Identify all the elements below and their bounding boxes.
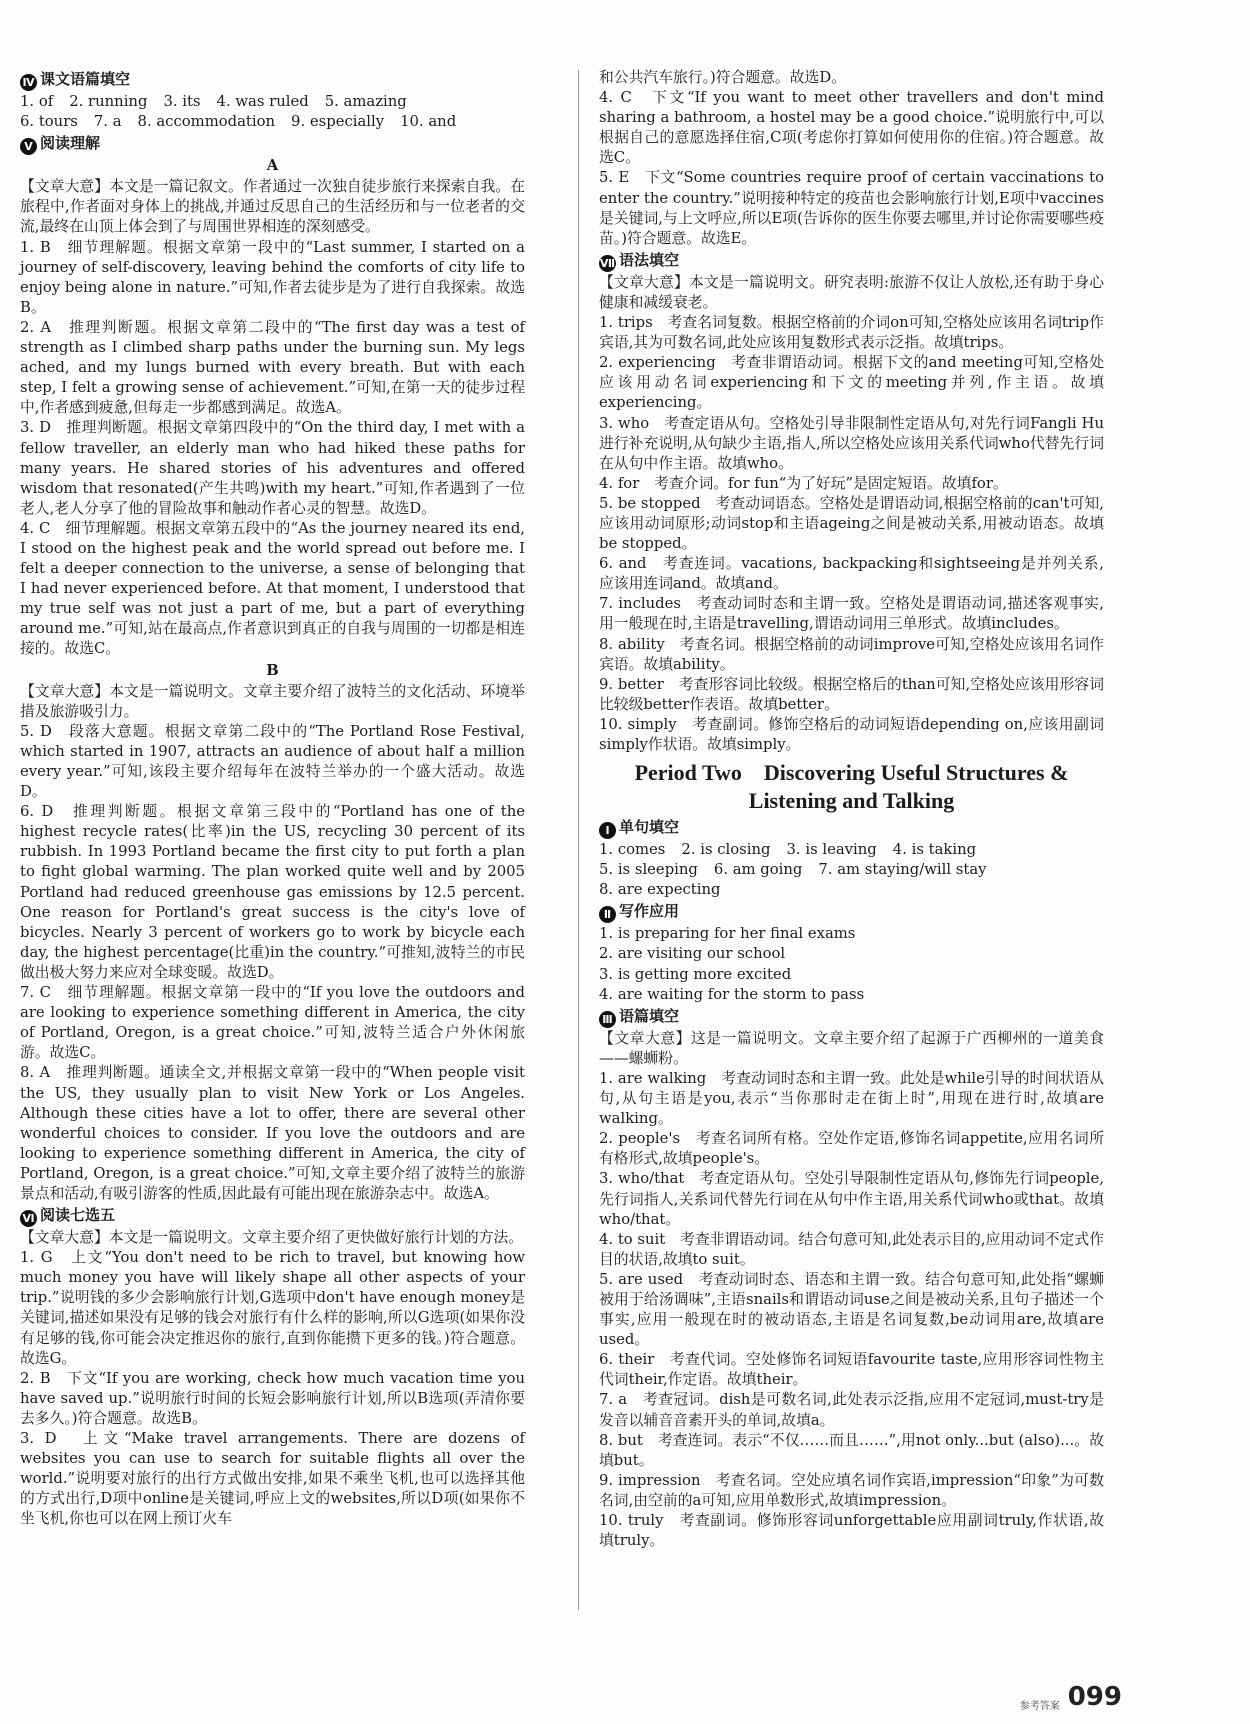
answer-item: 8. A 推理判断题。通读全文,并根据文章第一段中的“When people visit the US, they usually plan to visit New York or Los Angeles. Although these cities have a lot to offer, there are several other wonderful choices to consider. If you love the outdoors and are looking to experience something different in America, the city of Portland, Oregon, is a great choice.”可知,文章主要介绍了波特兰的旅游景点和活动,有吸引游客的性质,因此最有可能出现在旅游杂志中。故选A。 bbox=[20, 1064, 525, 1202]
period-title: Period Two Discovering Useful Structures & Listening and Talking bbox=[634, 760, 1069, 814]
answer-item: 3. D 推理判断题。根据文章第四段中的“On the third day, I met with a fellow traveller, an elderly man who had hiked these paths for many years. He shared stories of his adventures and offered wisdom that resonated(产生共鸣)with my heart.”可知,作者遇到了一位老人,老人分享了他的冒险故事和触动作者心灵的智慧。故选D。 bbox=[20, 419, 525, 517]
answer-item: 7. a 考查冠词。dish是可数名词,此处表示泛指,应用不定冠词,must-try是发音以辅音音素开头的单词,故填a。 bbox=[599, 1391, 1104, 1429]
answer-item: 6. D 推理判断题。根据文章第三段中的“Portland has one of the highest recycle rates(比率)in the US, recycling 30 percent of its rubbish. In 1993 Portland became the first city to put forth a plan to fight global warming. The plan worked quite well and by 2005 Portland had reduced greenhouse gas emissions by 12.5 percent. One reason for Portland's great success is the city's love of bicycles. Nearly 3 percent of workers go to work by bicycle each day, the highest percentage(比重)in the country.”可推知,波特兰的市民做出极大努力来应对全球变暖。故选D。 bbox=[20, 803, 525, 981]
answer-item: 2. people's 考查名词所有格。空处作定语,修饰名词appetite,应用名词所有格形式,故填people's。 bbox=[599, 1130, 1104, 1168]
summary: 【文章大意】这是一篇说明文。文章主要介绍了起源于广西柳州的一道美食——螺蛳粉。 bbox=[599, 1029, 1104, 1067]
section-number-badge: Ⅶ bbox=[599, 256, 616, 270]
answer-item: 4. to suit 考查非谓语动词。结合句意可知,此处表示目的,应用动词不定式作目的状语,故填to suit。 bbox=[599, 1230, 1104, 1268]
answer-item: 10. truly 考查副词。修饰形容词unforgettable应用副词truly,作状语,故填truly。 bbox=[599, 1512, 1104, 1550]
answer-item: 5. be stopped 考查动词语态。空格处是谓语动词,根据空格前的can't可知,应该用动词原形;动词stop和主语ageing之间是被动关系,用被动语态。故填be stopped。 bbox=[599, 494, 1104, 553]
page-footer bbox=[1020, 1682, 1122, 1712]
answer-item: 4. are waiting for the storm to pass bbox=[599, 985, 865, 1003]
answer-item: 6. their 考查代词。空处修饰名词短语favourite taste,应用形容词性物主代词their,作定语。故填their。 bbox=[599, 1351, 1104, 1389]
summary: 【文章大意】本文是一篇说明文。文章主要介绍了更快做好旅行计划的方法。 bbox=[20, 1229, 524, 1247]
answer-row: 5. is sleeping 6. am going 7. am staying/will stay bbox=[599, 861, 987, 879]
answer-item: 10. simply 考查副词。修饰空格后的动词短语depending on,应该用副词simply作状语。故填simply。 bbox=[599, 715, 1104, 753]
answer-item: 2. A 推理判断题。根据文章第二段中的“The first day was a test of strength as I climbed sharp paths under the burning sun. My legs ached, and my lungs burned with every breath. But with each step, I felt a growing sense of achievement.”可知,在第一天的徒步过程中,作者感到疲惫,但每走一步都感到满足。故选A。 bbox=[20, 318, 525, 417]
section-heading-text-fill: Ⅳ 课文语篇填空 bbox=[20, 69, 525, 91]
passage-label-b: B bbox=[266, 661, 279, 679]
answer-item: 1. are walking 考查动词时态和主谓一致。此处是while引导的时间状语从句,从句主语是you,表示“当你那时走在街上时”,用现在进行时,故填are walking。 bbox=[599, 1069, 1104, 1128]
answer-item: 3. who/that 考查定语从句。空处引导限制性定语从句,修饰先行词people,先行词指人,关系词代替先行词在从句中作主语,用关系代词who或that。故填who/that。 bbox=[599, 1170, 1104, 1228]
answer-item: 1. B 细节理解题。根据文章第一段中的“Last summer, I started on a journey of self-discovery, leaving behind the comforts of city life to enjoy being alone in nature.”可知,作者去徒步是为了进行自我探索。故选B。 bbox=[20, 238, 525, 316]
answer-row: 8. are expecting bbox=[599, 881, 721, 899]
answer-item: 5. E 下文“Some countries require proof of certain vaccinations to enter the country.”说明接种特定的疫苗也会影响旅行计划,E项中vaccines是关键词,与上文呼应,所以E项(告诉你的医生你要去哪里,并讨论你需要哪些疫苗。)符合题意。故选E。 bbox=[599, 169, 1104, 247]
answer-item: 1. trips 考查名词复数。根据空格前的介词on可知,空格处应该用名词trip作宾语,其为可数名词,此处应该用复数形式表示泛指。故填trips。 bbox=[599, 314, 1104, 352]
answer-item: 2. B 下文“If you are working, check how much vacation time you have saved up.”说明旅行时间的长短会影响旅行计划,所以B选项(弄清你要去多久。)符合题意。故选B。 bbox=[20, 1369, 525, 1427]
answer-item: 2. are visiting our school bbox=[599, 945, 786, 963]
section-heading-grammar: Ⅶ 语法填空 bbox=[599, 250, 680, 270]
footer-label: 参考答案 bbox=[1019, 1701, 1060, 1712]
section-heading-seven-choose-five: Ⅵ 阅读七选五 bbox=[20, 1205, 525, 1227]
answer-item: 4. C 细节理解题。根据文章第五段中的“As the journey neared its end, I stood on the highest peak and the world spread out before me. I felt a deeper connection to the universe, a sense of belonging that I had never experienced before. At that moment, I understood that my true self was not just a part of me, but a part of everything around me.”可知,站在最高点,作者意识到真正的自我与周围的一切都是相连接的。故选C。 bbox=[20, 519, 525, 658]
answer-item: 8. ability 考查名词。根据空格前的动词improve可知,空格处应该用名词作宾语。故填ability。 bbox=[599, 635, 1104, 673]
answer-item: 和公共汽车旅行。)符合题意。故选D。 bbox=[599, 69, 846, 86]
right-column bbox=[599, 68, 1104, 1551]
summary: 【文章大意】本文是一篇说明文。文章主要介绍了波特兰的文化活动、环境举措及旅游吸引力。 bbox=[20, 682, 525, 720]
answer-item: 5. D 段落大意题。根据文章第二段中的“The Portland Rose Festival, which started in 1907, attracts an audience of about half a million every year.”可知,该段主要介绍每年在波特兰举办的一个盛大活动。故选D。 bbox=[20, 722, 525, 801]
answer-item: 4. C 下文“If you want to meet other travellers and don't mind sharing a bathroom, a hostel may be a good choice.”说明旅行中,可以根据自己的意愿选择住宿,C项(考虑你打算如何使用你的住宿。)符合题意。故选C。 bbox=[599, 89, 1104, 167]
answer-item: 7. includes 考查动词时态和主谓一致。空格处是谓语动词,描述客观事实,用一般现在时,主语是travelling,谓语动词用三单形式。故填includes。 bbox=[599, 595, 1104, 633]
section-heading-passage-fill: Ⅲ 语篇填空 bbox=[599, 1006, 1104, 1028]
passage-label-a: A bbox=[266, 157, 279, 175]
answer-item: 1. is preparing for her final exams bbox=[599, 925, 856, 943]
column-divider bbox=[578, 70, 579, 1610]
section-heading-single-sentence: Ⅰ 单句填空 bbox=[599, 817, 1104, 839]
answer-item: 5. are used 考查动词时态、语态和主谓一致。结合句意可知,此处指“螺蛳被用于给汤调味”,主语snails和谓语动词use之间是被动关系,且句子描述一个事实,应用一般现在时的被动语态,主语是名词复数,be动词用are,故填are used。 bbox=[599, 1270, 1104, 1349]
answer-item: 2. experiencing 考查非谓语动词。根据下文的and meeting可知,空格处应该用动名词experiencing和下文的meeting并列,作主语。故填experiencing。 bbox=[599, 354, 1104, 412]
answer-item: 6. and 考查连词。vacations, backpacking和sightseeing是并列关系,应该用连词and。故填and。 bbox=[599, 555, 1104, 593]
section-number-badge: Ⅵ bbox=[20, 1210, 37, 1227]
section-number-badge: Ⅴ bbox=[20, 138, 37, 155]
section-heading-reading: Ⅴ 阅读理解 bbox=[20, 133, 525, 155]
section-heading-writing: Ⅱ 写作应用 bbox=[599, 901, 1104, 923]
left-column bbox=[20, 68, 525, 1529]
answer-item: 3. D 上文“Make travel arrangements. There are dozens of websites you can use to search for suitable flights all over the world.”说明要对旅行的出行方式做出安排,如果不乘坐飞机,也可以选择其他的方式出行,D项中online是关键词,呼应上文的websites,所以D项(如果你不坐飞机,你也可以在网上预订火车 bbox=[20, 1430, 525, 1528]
answer-item: 1. G 上文“You don't need to be rich to travel, but knowing how much money you have will likely shape all other aspects of your trip.”说明钱的多少会影响旅行计划,G选项中don't have enough money是关键词,描述如果没有足够的钱会对旅行有什么样的影响,所以G选项(如果你没有足够的钱,你可能会决定推迟你的旅行,直到你能攒下更多的钱。)符合题意。故选G。 bbox=[20, 1249, 525, 1367]
answer-item: 9. impression 考查名词。空处应填名词作宾语,impression“印象”为可数名词,由空前的a可知,应用单数形式,故填impression。 bbox=[599, 1471, 1104, 1509]
page-number: 099 bbox=[1067, 1682, 1122, 1712]
answer-item: 8. but 考查连词。表示“不仅……而且……”,用not only...but (also)...。故填but。 bbox=[599, 1431, 1104, 1469]
section-number-badge: Ⅳ bbox=[20, 74, 37, 91]
summary: 【文章大意】本文是一篇记叙文。作者通过一次独自徒步旅行来探索自我。在旅程中,作者面对身体上的挑战,并通过反思自己的生活经历和与一位老者的交流,最终在山顶上体会到了与周围世界相连的深刻感受。 bbox=[20, 178, 525, 236]
answer-item: 4. for 考查介词。for fun“为了好玩”是固定短语。故填for。 bbox=[599, 474, 1008, 492]
answer-row: 1. comes 2. is closing 3. is leaving 4. is taking bbox=[599, 841, 977, 859]
section-number-badge: Ⅲ bbox=[599, 1011, 616, 1028]
summary: 【文章大意】本文是一篇说明文。研究表明:旅游不仅让人放松,还有助于身心健康和减缓衰老。 bbox=[599, 273, 1104, 311]
section-number-badge: Ⅱ bbox=[599, 906, 616, 923]
answer-item: 3. is getting more excited bbox=[599, 965, 792, 983]
answer-row: 6. tours 7. a 8. accommodation 9. especially 10. and bbox=[20, 113, 457, 131]
answer-item: 7. C 细节理解题。根据文章第一段中的“If you love the outdoors and are looking to experience something different in America, the city of Portland, Oregon, is a great choice.”可知,波特兰适合户外休闲旅游。故选C。 bbox=[20, 984, 525, 1062]
answer-item: 3. who 考查定语从句。空格处引导非限制性定语从句,对先行词Fangli Hu进行补充说明,从句缺少主语,指人,所以空格处应该用关系代词who代替先行词在从句中作主语。故填who。 bbox=[599, 414, 1104, 472]
answer-item: 9. better 考查形容词比较级。根据空格后的than可知,空格处应该用形容词比较级better作表语。故填better。 bbox=[599, 675, 1104, 713]
answer-row: 1. of 2. running 3. its 4. was ruled 5. amazing bbox=[20, 93, 407, 110]
section-number-badge: Ⅰ bbox=[599, 822, 616, 839]
